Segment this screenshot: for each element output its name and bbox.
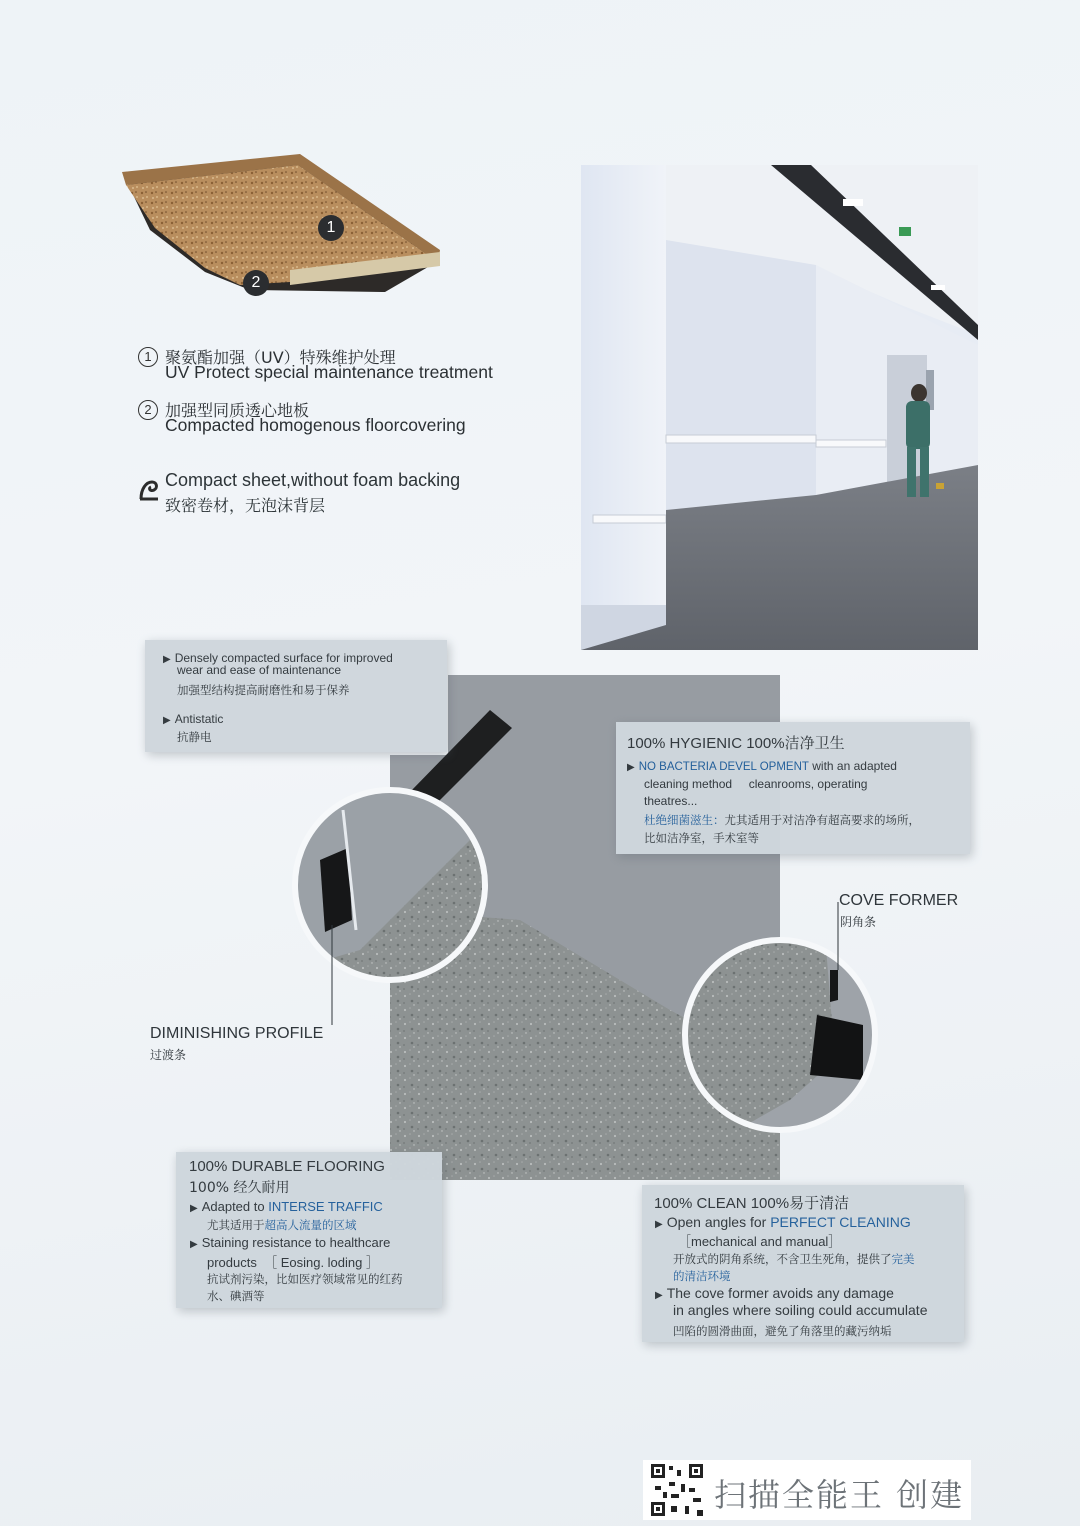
hospital-corridor-photo [581,165,978,650]
surface-b2-en: Antistatic [174,712,224,726]
compact-sheet-cn: 致密卷材，无泡沫背层 [165,496,326,515]
clean-b2-line1: The cove former avoids any damage [666,1285,894,1301]
bullet-triangle-icon: ▶ [655,1219,663,1230]
durable-title-cn: 100% 经久耐用 [189,1180,290,1196]
surface-b1-en-line2: wear and ease of maintenance [177,663,342,677]
surface-b1-cn: 加强型结构提高耐磨性和易于保养 [177,683,350,697]
clean-b1-line2: ［mechanical and manual］ [678,1234,842,1249]
durable-b1-cn [207,1217,357,1233]
clean-bullet-2 [655,1285,894,1301]
qr-code-icon [649,1462,705,1518]
legend-en-1: UV Protect special maintenance treatment [165,362,493,382]
floor-sample-illustration [110,150,460,310]
clean-b1-cn2: 的清洁环境 [673,1269,731,1283]
durable-panel [176,1152,442,1308]
durable-b1-highlight: INTERSE TRAFFIC [268,1199,383,1214]
bullet-triangle-icon: ▶ [163,654,171,665]
durable-bullet-2 [190,1235,390,1250]
surface-b1-en-line1: Densely compacted surface for improved [174,651,393,665]
durable-b1-cn-highlight: 超高人流量的区域 [264,1218,357,1232]
durable-b1-cn-text: 尤其适用于 [207,1218,265,1232]
hygienic-cn1-rest: 尤其适用于对洁净有超高要求的场所， [724,813,920,827]
durable-b1-text: Adapted to [201,1199,269,1214]
clean-b1-text: Open angles for [666,1214,771,1230]
hygienic-bullet-1 [627,759,897,773]
surface-bullet-2 [163,712,223,726]
legend-en-2: Compacted homogenous floorcovering [165,415,466,435]
legend-num-1: 1 [138,347,158,367]
clean-panel [642,1185,964,1342]
clean-b2-line2: in angles where soiling could accumulate [673,1302,928,1318]
durable-b2-line2: products ［ Eosing. loding ］ [207,1255,379,1270]
legend-num-2: 2 [138,400,158,420]
hygienic-cn2: 比如洁净室，手术室等 [644,831,759,845]
hygienic-cn1-highlight: 杜绝细菌滋生： [644,813,725,827]
clean-bullet-1 [655,1214,911,1230]
scanner-watermark-text: 扫描全能王 创建 [714,1476,965,1514]
durable-b2-cn1: 抗试剂污染，比如医疗领域常见的红药 [207,1272,403,1286]
compact-sheet-en: Compact sheet,without foam backing [165,470,461,490]
rolled-sheet-icon [138,477,160,503]
hygienic-line1-highlight: NO BACTERIA DEVEL OPMENT [638,761,809,773]
bullet-triangle-icon: ▶ [163,715,171,726]
surface-features-panel [145,640,447,752]
clean-b1-highlight: PERFECT CLEANING [770,1214,911,1230]
corridor-illustration [581,165,978,650]
diminishing-profile-cn: 过渡条 [150,1048,187,1062]
hygienic-panel [616,722,970,854]
durable-title-en: 100% DURABLE FLOORING [189,1158,385,1175]
durable-b2-line1: Staining resistance to healthcare [201,1235,391,1250]
surface-b2-cn: 抗静电 [177,730,212,744]
bullet-triangle-icon: ▶ [655,1290,663,1301]
hygienic-line2: cleaning method cleanrooms, operating [644,777,868,791]
surface-bullet-1 [163,653,443,676]
bullet-triangle-icon: ▶ [190,1203,198,1214]
hygienic-cn1 [644,812,920,828]
hygienic-title: 100% HYGIENIC 100%洁净卫生 [627,735,845,752]
clean-b1-cn1-highlight: 完美 [891,1252,915,1266]
bullet-triangle-icon: ▶ [190,1239,198,1250]
cove-former-cn: 阴角条 [840,915,877,929]
sample-layer-1-badge: 1 [318,215,344,241]
clean-b1-cn1-text: 开放式的阴角系统，不含卫生死角，提供了 [673,1252,892,1266]
bullet-triangle-icon: ▶ [627,762,635,773]
hygienic-line3: theatres... [644,794,698,808]
sample-layer-2-badge: 2 [243,270,269,296]
durable-b2-cn2: 水、碘酒等 [207,1289,265,1303]
cove-former-label: COVE FORMER [839,892,959,909]
hygienic-line1-rest: with an adapted [808,759,897,773]
diminishing-profile-label: DIMINISHING PROFILE [150,1025,324,1042]
legend-cn-2: 加强型同质透心地板 [165,401,310,420]
clean-b2-cn: 凹陷的圆滑曲面，避免了角落里的藏污纳垢 [673,1324,892,1338]
durable-bullet-1 [190,1199,383,1214]
sample-slab-svg [110,150,460,310]
clean-b1-cn1 [673,1251,915,1267]
legend-cn-1: 聚氨酯加强（UV）特殊维护处理 [165,348,396,367]
clean-title: 100% CLEAN 100%易于清洁 [654,1195,850,1212]
